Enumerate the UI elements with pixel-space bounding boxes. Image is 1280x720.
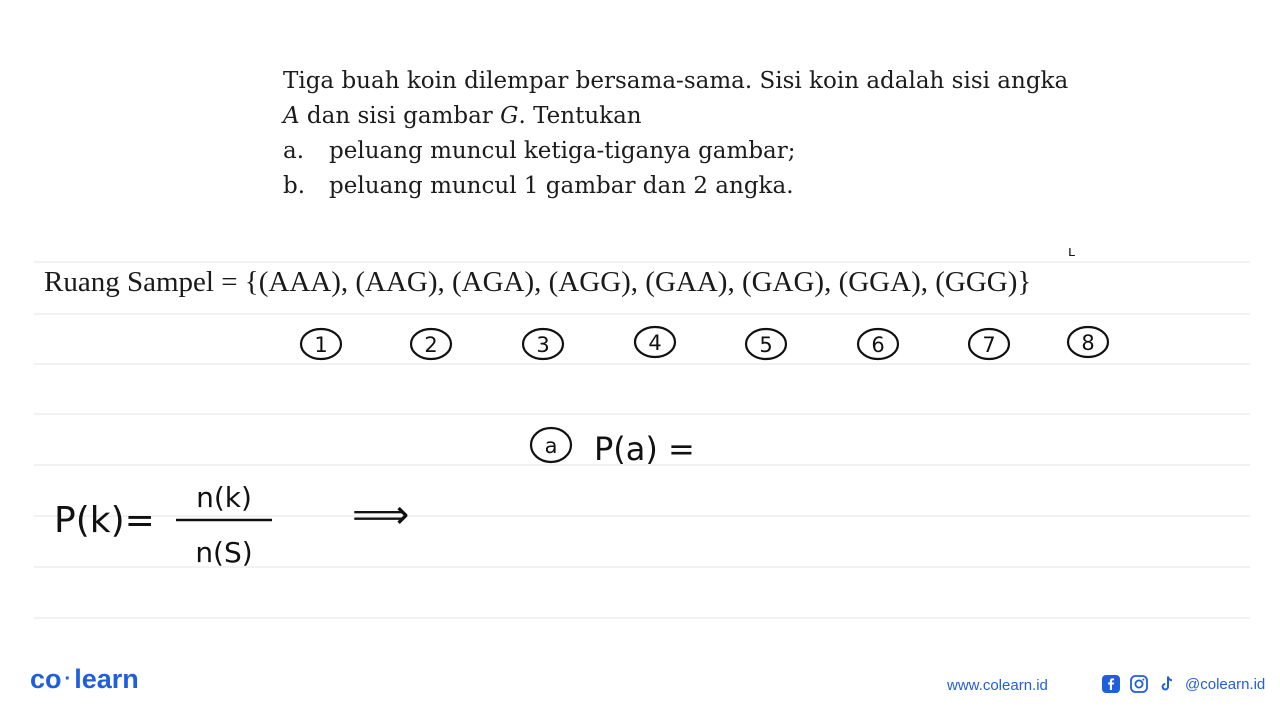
item-text: peluang muncul ketiga-tiganya gambar; — [329, 138, 796, 164]
sample-number-1: 1 — [314, 333, 328, 357]
instagram-icon[interactable] — [1129, 674, 1149, 694]
sample-space-line: Ruang Sampel = {(AAA), (AAG), (AGA), (AGG), (GAA), (GAG), (GGA), (GGG)} — [44, 266, 1032, 298]
variable-a: A — [283, 103, 300, 129]
problem-line-2: A dan sisi gambar G. Tentukan — [283, 103, 642, 129]
sample-number-7: 7 — [982, 333, 996, 357]
formula-denominator: n(S) — [195, 536, 253, 569]
variable-g: G — [500, 103, 519, 129]
sample-number-4: 4 — [648, 331, 662, 355]
sample-number-6: 6 — [871, 333, 885, 357]
problem-line-1: Tiga buah koin dilempar bersama-sama. Sisi koin adalah sisi angka — [283, 68, 1069, 94]
social-handle: @colearn.id — [1185, 675, 1266, 693]
implies-arrow: ⟹ — [352, 492, 410, 538]
part-a-label: a — [544, 434, 558, 458]
tiktok-icon[interactable] — [1157, 674, 1177, 694]
sample-number-8: 8 — [1081, 331, 1095, 355]
part-a-formula: P(a) = — [594, 430, 695, 468]
stray-mark: ʟ — [1068, 244, 1076, 260]
social-links — [1101, 674, 1265, 694]
item-marker: a. — [283, 138, 305, 164]
sample-number-2: 2 — [424, 333, 438, 357]
item-marker: b. — [283, 173, 306, 199]
facebook-icon[interactable] — [1101, 674, 1121, 694]
item-text: peluang muncul 1 gambar dan 2 angka. — [329, 173, 794, 199]
formula-lhs: P(k)= — [54, 500, 155, 541]
sample-number-3: 3 — [536, 333, 550, 357]
sample-number-5: 5 — [759, 333, 773, 357]
colearn-logo: co · learn — [30, 664, 139, 694]
formula-numerator: n(k) — [196, 481, 252, 514]
website-link[interactable]: www.colearn.id — [947, 677, 1048, 694]
